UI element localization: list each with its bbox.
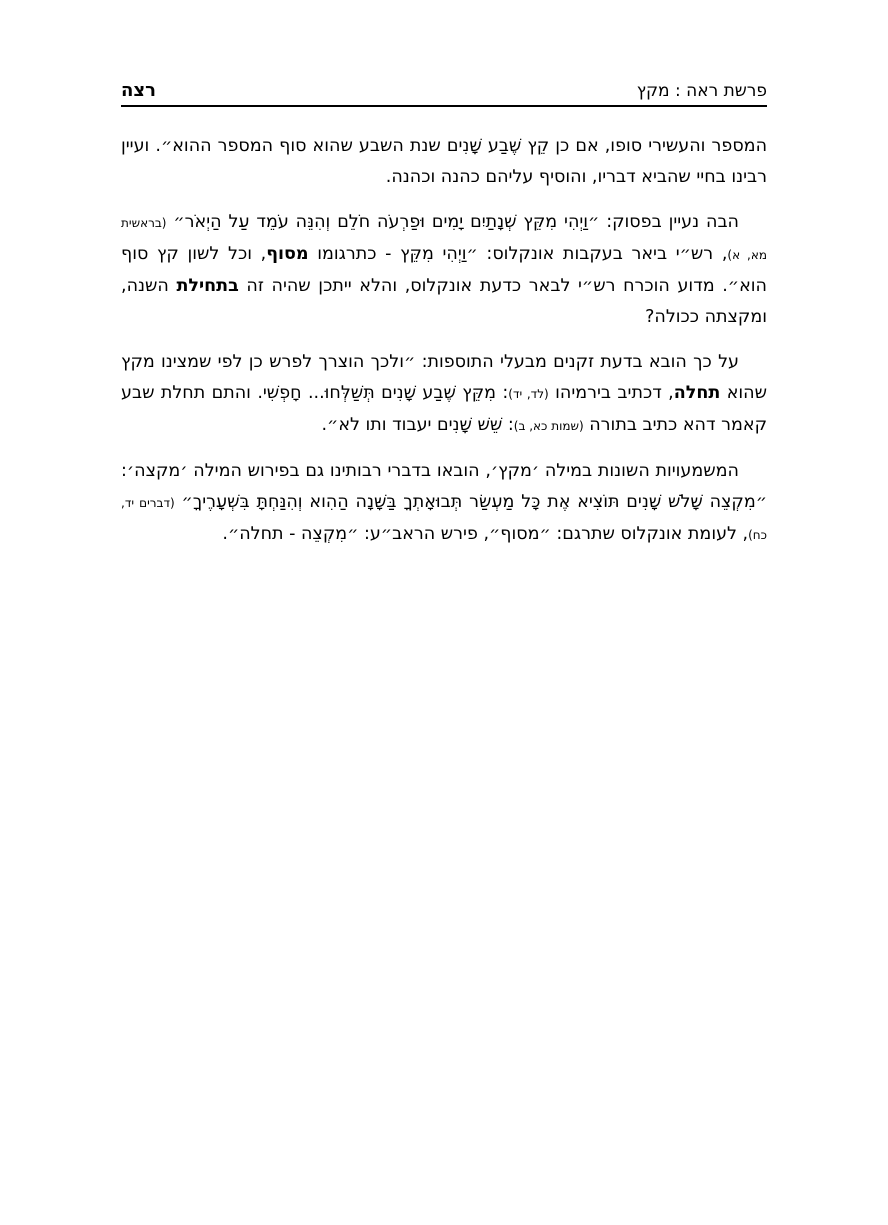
text-segment: : מִקֵּץ שֶׁבַע שָׁנִים תְּשַׁלְּחוּ... חָפְשִׁי. והתם תחלת שבע קאמר דהא כתיב בתורה	[121, 383, 767, 435]
text-segment: השנה, ומקצתה ככולה?	[121, 276, 767, 327]
text-segment: המשמעויות השונות במילה ׳מקץ׳, הובאו בדברי רבותינו גם בפירוש המילה ׳מקצה׳: ״מִקְצֵה שָׁלֹשׁ שָׁנִים תּוֹצִיא אֶת כָּל מַעְשַׂר תְּבוּאָתְךָ בַּשָּׁנָה הַהִוא וְהִנַּחְתָּ בִּשְׁעָרֶיךָ״	[121, 461, 767, 512]
source-reference: (לד, יד)	[508, 387, 549, 401]
paragraph	[121, 347, 767, 442]
text-segment: , רש״י ביאר בעקבות אונקלוס: ״וַיְהִי מִקֵּץ - כתרגומו	[308, 244, 728, 264]
text-segment: , דכתיב בירמיהו	[548, 383, 674, 403]
emphasized-text: תחלה	[673, 383, 721, 403]
text-segment: המספר והעשירי סופו, אם כן קֵץ שֶׁבַע שָׁנִים שנת השבע שהוא סוף המספר ההוא״. ועיין רבינו בחיי שהביא דבריו, והוסיף עליהם כהנה וכהנה.	[121, 136, 767, 187]
emphasized-text: בתחילת	[176, 276, 239, 296]
paragraph	[121, 131, 767, 193]
source-reference: (שמות כא, ב)	[513, 419, 584, 433]
paragraph	[121, 207, 767, 333]
header-title: פרשת ראה : מקץ	[636, 81, 767, 101]
paragraph	[121, 456, 767, 551]
source-reference: (דברים יד, כח)	[121, 496, 767, 542]
text-segment: , וכל לשון קץ סוף הוא״. מדוע הוכרח רש״י לבאר כדעת אונקלוס, והלא ייתכן שהיה זה	[121, 244, 767, 296]
text-segment: על כך הובא בדעת זקנים מבעלי התוספות: ״ולכך הוצרך לפרש כן לפי שמצינו מקץ שהוא	[121, 352, 767, 403]
emphasized-text: מסוף	[266, 244, 309, 264]
text-segment: , לעומת אונקלוס שתרגם: ״מסוף״, פירש הראב״ע: ״מִקְצֵה - תחלה״.	[222, 524, 749, 544]
text-segment: : שֵׁשׁ שָׁנִים יעבוד ותו לא״.	[321, 415, 514, 435]
header-rule	[121, 105, 767, 107]
running-header	[121, 74, 767, 102]
text-segment: הבה נעיין בפסוק: ״וַיְהִי מִקֵּץ שְׁנָתַיִם יָמִים וּפַרְעֹה חֹלֵם וְהִנֵּה עֹמֵד עַל הַיְאֹר״	[166, 212, 739, 232]
page-number: רצה	[121, 80, 156, 101]
source-reference: (בראשית מא, א)	[121, 216, 767, 262]
body-text	[121, 131, 767, 565]
